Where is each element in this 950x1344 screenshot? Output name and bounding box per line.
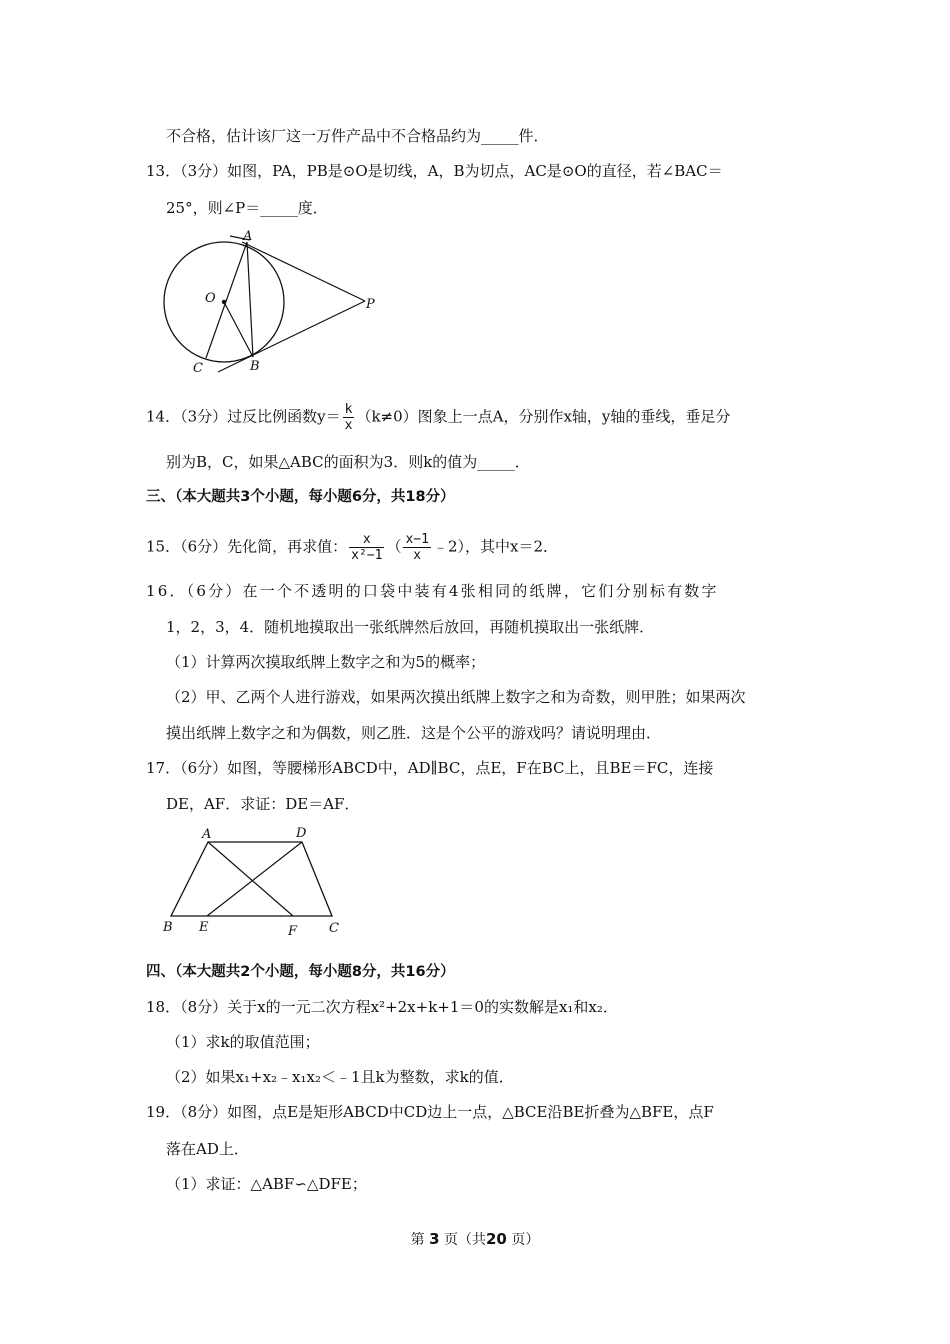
label-f: F [288, 924, 298, 939]
question-14: 14．（3分）过反比例函数y＝ $\frac{k}{x}$ （k≠0）图象上一点A，分别作x轴，y轴的垂线，垂足分 [146, 402, 731, 433]
text-line: DE，AF．求证：DE＝AF． [166, 795, 360, 813]
question-17: 17．（6分）如图，等腰梯形ABCD中，AD∥BC，点E，F在BC上，且BE＝FC，连接 [146, 759, 714, 777]
label-a: A [243, 229, 253, 244]
text-line: 别为B，C，如果△ABC的面积为3．则k的值为_____． [166, 453, 530, 471]
page-total: 20 [486, 1230, 507, 1248]
section-4-heading: 四、（本大题共2个小题，每小题8分，共16分） [146, 964, 455, 980]
radius-ob [224, 302, 253, 357]
chord-ab [247, 242, 253, 357]
tangent-pa [242, 242, 365, 301]
text-line: （1）求证：△ABF∽△DFE； [166, 1175, 367, 1193]
page-number: 3 [429, 1230, 440, 1248]
text-line: 1，2，3，4．随机地摸取出一张纸牌然后放回，再随机摸取出一张纸牌． [166, 618, 655, 636]
question-15: 15．（6分）先化简，再求值： $\frac{x}{\text{x²−1}}$ （ $\frac{x-1}{x}$ ﹣2），其中x＝2． [146, 532, 559, 563]
figure-17-trapezoid [155, 818, 355, 942]
question-16: 16．（6分）在一个不透明的口袋中装有4张相同的纸牌，它们分别标有数字 [146, 582, 719, 600]
figure-13-circle-tangents [150, 224, 390, 380]
text-line: 落在AD上． [166, 1140, 249, 1158]
text-line: 25°，则∠P＝_____度． [166, 199, 328, 217]
question-19: 19．（8分）如图，点E是矩形ABCD中CD边上一点，△BCE沿BE折叠为△BFE，点F [146, 1103, 714, 1121]
trapezoid-abcd [171, 842, 332, 916]
text-line: （1）计算两次摸取纸牌上数字之和为5的概率； [166, 653, 486, 671]
label-b: B [163, 920, 173, 935]
text-line: （2）甲、乙两个人进行游戏，如果两次摸出纸牌上数字之和为奇数，则甲胜；如果两次 [166, 688, 746, 706]
label-c: C [193, 361, 203, 376]
label-d: D [296, 826, 307, 841]
label-a: A [202, 827, 212, 842]
label-o: O [205, 291, 216, 306]
page-footer: 第 3 页（共20 页） [410, 1230, 540, 1248]
text-line: （2）如果x₁+x₂﹣x₁x₂＜﹣1且k为整数，求k的值． [166, 1068, 514, 1086]
label-b: B [250, 359, 260, 374]
label-p: P [366, 297, 375, 312]
fraction-x-over-x2-1: $\frac{x}{\text{x²−1}}$ [351, 532, 383, 563]
label-e: E [199, 920, 209, 935]
text-line: 摸出纸牌上数字之和为偶数，则乙胜．这是个公平的游戏吗？请说明理由． [166, 724, 662, 742]
label-c: C [329, 921, 339, 936]
text-line: 不合格，估计该厂这一万件产品中不合格品约为_____件． [166, 127, 549, 145]
question-13: 13．（3分）如图，PA，PB是⊙O是切线，A，B为切点，AC是⊙O的直径，若∠BAC＝ [146, 162, 723, 180]
fraction-x-1-over-x: $\frac{x-1}{x}$ [405, 532, 429, 563]
section-3-heading: 三、（本大题共3个小题，每小题6分，共18分） [146, 489, 455, 505]
tangent-pb [218, 301, 365, 372]
question-18: 18．（8分）关于x的一元二次方程x²+2x+k+1＝0的实数解是x₁和x₂． [146, 998, 618, 1016]
fraction-k-over-x: $\frac{k}{x}$ [344, 402, 353, 433]
text-line: （1）求k的取值范围； [166, 1033, 320, 1051]
